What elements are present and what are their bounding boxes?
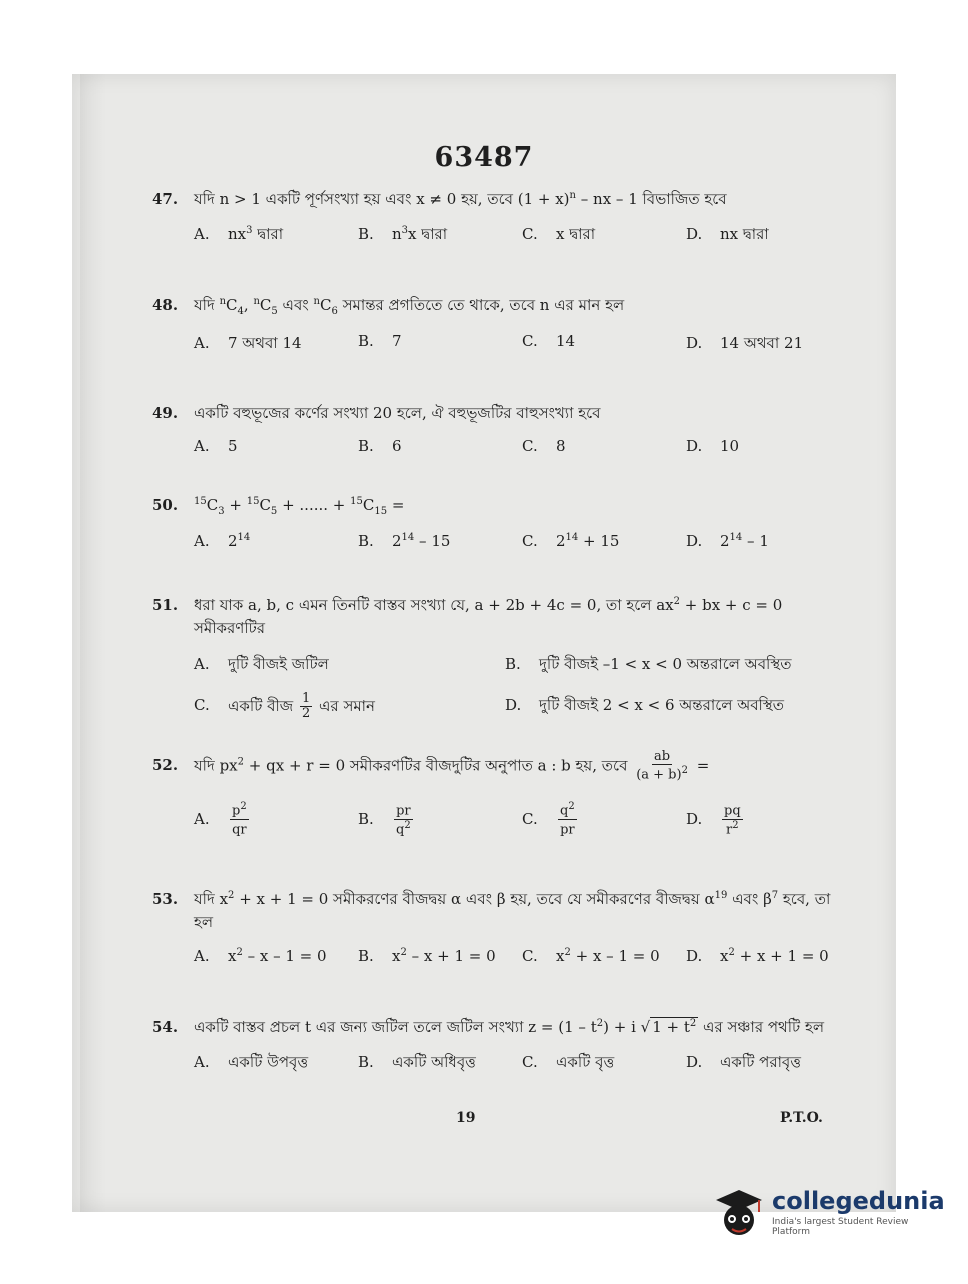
- option-d: D. দুটি বীজই 2 < x < 6 অন্তরালে অবস্থিত: [505, 695, 785, 714]
- paper-code: 63487: [434, 142, 534, 173]
- option-b: B. 7: [358, 331, 402, 350]
- option-b: B. $n^3x$ দ্বারা: [358, 225, 448, 244]
- option-b: B. $\frac{pr}{q^2}$: [358, 801, 415, 837]
- question-53: [152, 888, 842, 977]
- options: [152, 223, 842, 253]
- question-text: ধরা যাক a, b, c এমন তিনটি বাস্তব সংখ্যা যে, a + 2b + 4c = 0, তা হলে $ax^2$ + bx + c = 0 সমীকরণটির: [194, 596, 783, 638]
- option-d: D. 10: [686, 437, 740, 456]
- options: [152, 947, 842, 977]
- option-a: A. 5: [194, 437, 238, 456]
- question-text: যদি $px^2$ + qx + r = 0 সমীকরণটির বীজদুটির অনুপাত a : b হয়, তবে $\frac{ab}{(a + b)^2}$ =: [194, 749, 710, 783]
- page-number: 19: [456, 1110, 476, 1126]
- option-c: C. x দ্বারা: [522, 225, 596, 244]
- option-c: C. $2^{14} + 15$: [522, 531, 620, 550]
- option-a: A. একটি উপবৃত্ত: [194, 1053, 309, 1072]
- option-b: B. 6: [358, 437, 402, 456]
- question-number: 50.: [152, 496, 179, 514]
- question-text: যদি n > 1 একটি পূর্ণসংখ্যা হয় এবং x ≠ 0 হয়, তবে $(1 + x)^n$ – nx – 1 বিভাজিত হবে: [194, 190, 727, 208]
- question-number: 47.: [152, 190, 179, 208]
- question-50: [152, 494, 842, 562]
- options: [152, 653, 842, 736]
- question-text: একটি বাস্তব প্রচল t এর জন্য জটিল তলে জটিল সংখ্যা $z = (1 - t^2) + i$ √ $1 + t^2$ এর সঞ্চার পথটি হল: [194, 1018, 825, 1036]
- option-c: C. একটি বৃত্ত: [522, 1053, 615, 1072]
- option-d: D. 14 অথবা 21: [686, 333, 804, 352]
- options: [152, 437, 842, 467]
- option-a: A. $nx^3$ দ্বারা: [194, 225, 284, 244]
- question-number: 52.: [152, 756, 179, 775]
- question-number: 54.: [152, 1018, 179, 1036]
- question-text: যদি $^nC_4$, $^nC_5$ এবং $^nC_6$ সমান্তর প্রগতিতে তে থাকে, তবে n এর মান হল: [194, 296, 625, 317]
- question-text: একটি বহুভূজের কর্ণের সংখ্যা 20 হলে, ঐ বহুভূজটির বাহুসংখ্যা হবে: [194, 404, 601, 422]
- option-c: C. একটি বীজ $\frac{1}{2}$ এর সমান: [194, 690, 375, 721]
- options: [152, 1051, 842, 1081]
- options: [152, 801, 842, 847]
- option-d: D. $2^{14} - 1$: [686, 531, 769, 550]
- option-b: B. $x^2 - x + 1 = 0$: [358, 946, 496, 965]
- question-number: 49.: [152, 404, 179, 422]
- question-51: [152, 594, 842, 735]
- option-c: C. 14: [522, 331, 576, 350]
- question-47: [152, 188, 842, 253]
- question-text: যদি $x^2 + x + 1 = 0$ সমীকরণের বীজদ্বয় α এবং β হয়, তবে যে সমীকরণের বীজদ্বয় $\alpha^{19}$ এবং $\beta^7$ হবে, তা হল: [194, 890, 831, 932]
- option-c: C. $x^2 + x - 1 = 0$: [522, 946, 660, 965]
- brand-name: collegedunia: [772, 1187, 945, 1215]
- brand-tagline: India's largest Student Review Platform: [772, 1217, 909, 1237]
- option-d: D. একটি পরাবৃত্ত: [686, 1053, 801, 1072]
- question-48: [152, 294, 842, 362]
- option-a: A. দুটি বীজই জটিল: [194, 654, 329, 673]
- option-c: C. $\frac{q^2}{pr}$: [522, 800, 575, 837]
- options: [152, 532, 842, 562]
- exam-sheet: [72, 74, 896, 1212]
- option-a: A. $x^2 - x - 1 = 0$: [194, 946, 327, 965]
- options: [152, 332, 842, 362]
- option-b: B. একটি অধিবৃত্ত: [358, 1053, 476, 1072]
- option-d: D. nx দ্বারা: [686, 225, 769, 244]
- question-number: 53.: [152, 890, 179, 908]
- question-text: $^{15}C_3 + ^{15}C_5$ + ...... + $^{15}C_{15}$ =: [194, 496, 405, 517]
- question-number: 51.: [152, 596, 179, 614]
- collegedunia-watermark: [712, 1178, 945, 1248]
- option-d: D. $x^2 + x + 1 = 0$: [686, 946, 829, 965]
- option-d: D. $\frac{pq}{r^2}$: [686, 801, 745, 837]
- option-a: A. $\frac{p^2}{qr}$: [194, 800, 247, 837]
- question-number: 48.: [152, 296, 179, 314]
- option-a: A. $2^{14}$: [194, 531, 251, 550]
- question-54: [152, 1016, 842, 1081]
- student-logo-icon: [712, 1186, 766, 1240]
- option-b: B. দুটি বীজই –1 < x < 0 অন্তরালে অবস্থিত: [505, 654, 792, 673]
- option-c: C. 8: [522, 437, 566, 456]
- question-52: [152, 750, 842, 847]
- pto-label: P.T.O.: [780, 1110, 823, 1126]
- option-a: A. 7 অথবা 14: [194, 333, 302, 352]
- question-49: [152, 402, 842, 467]
- option-b: B. $2^{14} - 15$: [358, 531, 451, 550]
